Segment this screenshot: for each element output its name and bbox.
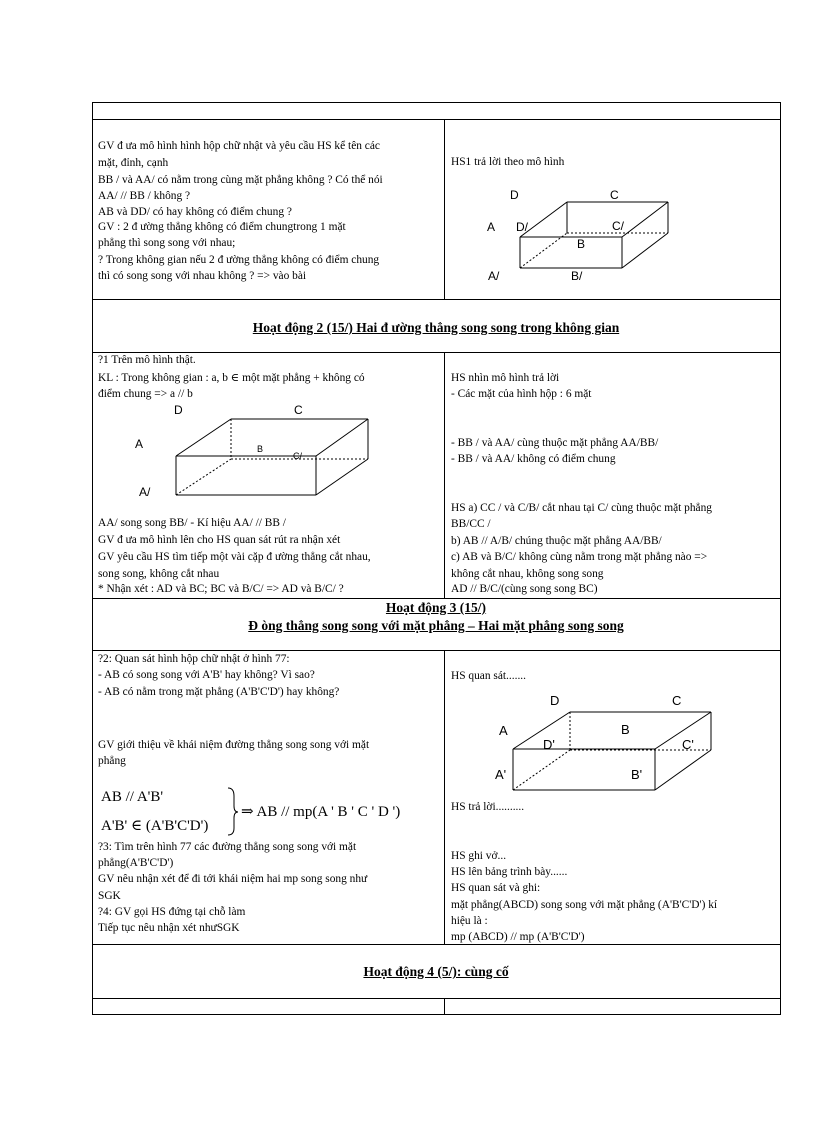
text-line: ?3: Tìm trên hình 77 các đường thẳng song song với mặt bbox=[98, 841, 357, 853]
text-line: - BB / và AA/ không có điểm chung bbox=[451, 453, 616, 465]
text-line: GV nêu nhận xét để đi tới khái niệm hai mp song song như bbox=[98, 873, 368, 885]
text-line: c) AB và B/C/ không cùng nằm trong mặt phẳng nào => bbox=[451, 551, 708, 563]
text-line: HS nhìn mô hình trả lời bbox=[451, 372, 560, 384]
vertex-label: A bbox=[487, 220, 496, 234]
math-premise-1: AB // A'B' bbox=[101, 789, 164, 805]
vertex-label: A' bbox=[495, 767, 507, 782]
text-line: * Nhận xét : AD và BC; BC và B/C/ => AD và B/C/ ? bbox=[98, 583, 344, 595]
text-line: phẳng thì song song với nhau; bbox=[98, 237, 236, 249]
text-line: hiệu là : bbox=[451, 915, 488, 927]
vertex-label: A bbox=[499, 723, 508, 738]
text-line: - Các mặt của hình hộp : 6 mặt bbox=[451, 388, 592, 400]
text-line: ?4: GV gọi HS đứng tại chỗ làm bbox=[98, 906, 246, 918]
text-line: điểm chung => a // b bbox=[98, 388, 193, 400]
text-line: BB/CC / bbox=[451, 518, 491, 530]
text-line: AD // B/C/(cùng song song BC) bbox=[451, 583, 598, 595]
text-line: phẳng(A'B'C'D') bbox=[98, 857, 174, 869]
vertex-label: D bbox=[174, 403, 183, 417]
text-line: mặt phẳng(ABCD) song song với mặt phẳng (A'B'C'D') kí bbox=[451, 899, 718, 911]
text-line: HS quan sát và ghi: bbox=[451, 882, 541, 894]
text-line: phẳng bbox=[98, 755, 126, 767]
vertex-label: B/ bbox=[571, 269, 583, 283]
vertex-label: C bbox=[610, 188, 619, 202]
text-line: GV yêu cầu HS tìm tiếp một vài cặp đ ường thẳng cắt nhau, bbox=[98, 551, 371, 563]
text-line: HS quan sát....... bbox=[451, 670, 526, 682]
text-line: GV đ ưa mô hình hình hộp chữ nhật và yêu cầu HS kể tên các bbox=[98, 140, 380, 152]
vertex-label: C/ bbox=[612, 219, 624, 233]
vertex-label: A/ bbox=[139, 485, 151, 499]
math-conclusion: ⇒ AB // mp(A ' B ' C ' D ') bbox=[241, 804, 401, 820]
vertex-label: A/ bbox=[488, 269, 500, 283]
text-line: SGK bbox=[98, 890, 121, 902]
vertex-label: B bbox=[577, 237, 586, 251]
vertex-label: A bbox=[135, 437, 144, 451]
vertex-label: C' bbox=[682, 737, 694, 752]
vertex-label: C/ bbox=[293, 451, 302, 461]
vertex-label: B bbox=[257, 444, 264, 454]
text-line: b) AB // A/B/ chúng thuộc mặt phẳng AA/BB/ bbox=[451, 535, 662, 547]
math-premise-2: A'B' ∈ (A'B'C'D') bbox=[101, 818, 209, 834]
vertex-label: B bbox=[621, 722, 630, 737]
text-line: ?1 Trên mô hình thật. bbox=[98, 354, 196, 366]
text-line: HS trả lời.......... bbox=[451, 801, 525, 813]
text-line: HS ghi vở... bbox=[451, 850, 507, 862]
text-line: AB và DD/ có hay không có điểm chung ? bbox=[98, 206, 292, 218]
text-line: không cắt nhau, không song song bbox=[451, 568, 604, 580]
text-line: GV giới thiệu về khái niệm đường thẳng song song với mặt bbox=[98, 739, 370, 751]
text-line: GV : 2 đ ường thẳng không có điểm chungtrong 1 mặt bbox=[98, 221, 346, 233]
text-line: BB / và AA/ có nằm trong cùng mặt phẳng không ? Có thể nói bbox=[98, 174, 383, 186]
activity-2-heading: Hoạt động 2 (15/) Hai đ ường thẳng song song trong không gian bbox=[252, 320, 620, 335]
text-line: ?2: Quan sát hình hộp chữ nhật ở hình 77: bbox=[98, 653, 290, 665]
text-line: HS a) CC / và C/B/ cắt nhau tại C/ cùng thuộc mặt phẳng bbox=[451, 502, 712, 514]
text-line: thì có song song với nhau không ? => vào bài bbox=[98, 270, 307, 282]
text-line: mặt, đỉnh, cạnh bbox=[98, 157, 169, 169]
text-line: Tiếp tục nêu nhận xét nhưSGK bbox=[98, 922, 240, 934]
text-line: GV đ ưa mô hình lên cho HS quan sát rút ra nhận xét bbox=[98, 534, 341, 546]
text-line: HS1 trả lời theo mô hình bbox=[451, 156, 565, 168]
activity-3-subheading: Đ òng thẳng song song với mặt phẳng – Hai mặt phẳng song song bbox=[248, 618, 624, 633]
text-line: KL : Trong không gian : a, b ∈ một mặt phẳng + không có bbox=[98, 372, 365, 384]
vertex-label: D bbox=[510, 188, 519, 202]
vertex-label: D bbox=[550, 693, 560, 708]
text-line: mp (ABCD) // mp (A'B'C'D') bbox=[451, 931, 585, 943]
text-line: - AB có song song với A'B' hay không? Vì sao? bbox=[98, 669, 315, 681]
text-line: AA/ // BB / không ? bbox=[98, 190, 191, 202]
vertex-label: B' bbox=[631, 767, 643, 782]
activity-3-heading: Hoạt động 3 (15/) bbox=[385, 600, 487, 615]
text-line: - BB / và AA/ cùng thuộc mặt phẳng AA/BB/ bbox=[451, 437, 659, 449]
text-line: HS lên bảng trình bày...... bbox=[451, 866, 568, 878]
vertex-label: D/ bbox=[516, 220, 528, 234]
vertex-label: C bbox=[672, 693, 682, 708]
text-line: song song, không cắt nhau bbox=[98, 568, 220, 580]
activity-4-heading: Hoạt động 4 (5/): cùng cố bbox=[363, 964, 509, 979]
vertex-label: C bbox=[294, 403, 303, 417]
text-line: AA/ song song BB/ - Kí hiệu AA/ // BB / bbox=[98, 517, 286, 529]
text-line: - AB có nằm trong mặt phẳng (A'B'C'D') hay không? bbox=[98, 686, 340, 698]
text-line: ? Trong không gian nếu 2 đ ường thẳng không có điểm chung bbox=[98, 254, 380, 266]
vertex-label: D' bbox=[543, 737, 555, 752]
